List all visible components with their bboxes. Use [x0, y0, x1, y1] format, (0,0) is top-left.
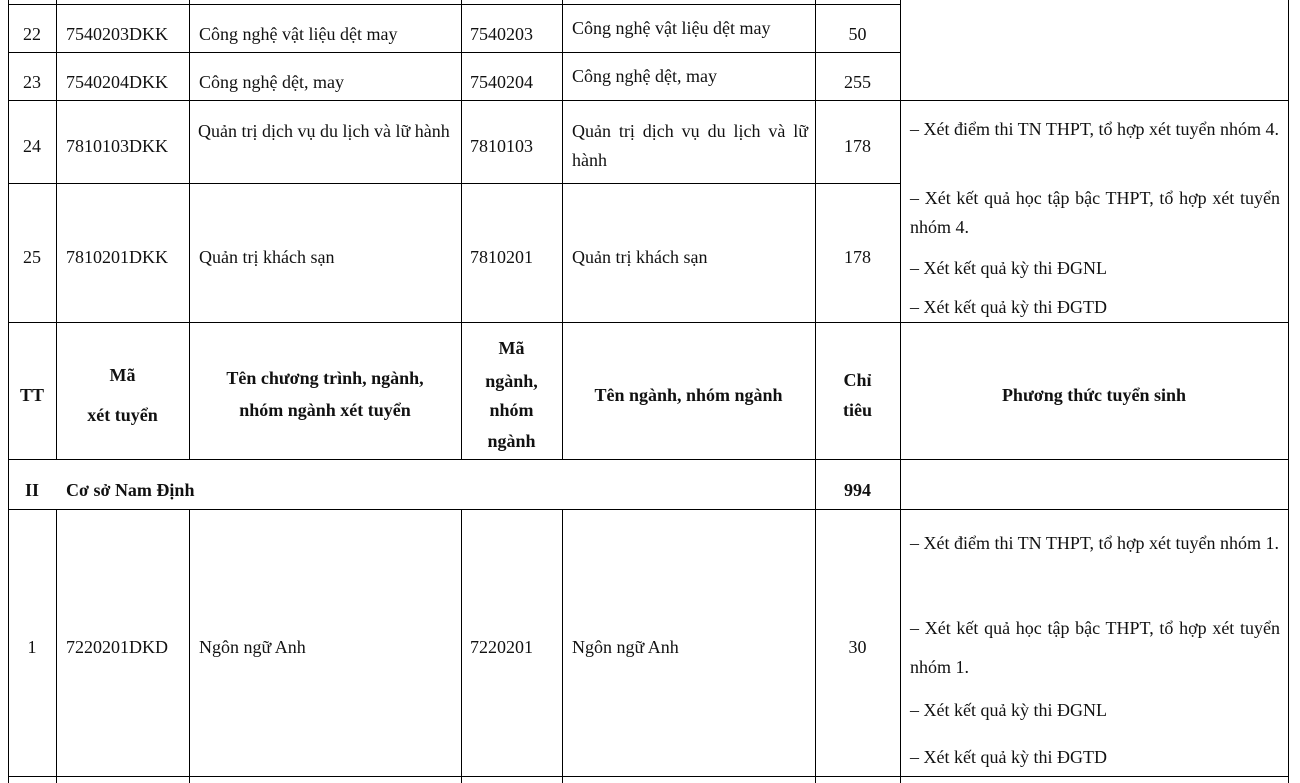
cell-ten-chuong-trinh: Quản trị khách sạn [199, 247, 335, 267]
cell-ma-xet-tuyen: 7540203DKK [66, 24, 168, 44]
cell-ten-chuong-trinh: Ngôn ngữ Anh [199, 637, 306, 657]
cell-ten-chuong-trinh: Công nghệ dệt, may [199, 72, 344, 92]
method-item: – Xét kết quả học tập bậc THPT, tổ hợp xét tuyển nhóm 1. [910, 618, 1280, 677]
header-ma-nganh: nhóm [489, 400, 534, 420]
cell-ma-nganh: 7540203 [470, 24, 533, 44]
cell-ten-chuong-trinh: Quản trị dịch vụ du lịch và lữ hành [198, 121, 450, 141]
cell-chi-tieu: 178 [844, 247, 871, 267]
cell-ten-chuong-trinh: Công nghệ vật liệu dệt may [199, 24, 398, 44]
cell-ma-xet-tuyen: 7810103DKK [66, 136, 168, 156]
rule [8, 52, 900, 53]
cell-tt: 24 [23, 136, 41, 156]
rule [461, 509, 462, 783]
section-tt: II [24, 480, 39, 500]
rule [8, 322, 1289, 323]
cell-ma-nganh: 7220201 [470, 637, 533, 657]
rule [1288, 0, 1289, 783]
rule [562, 509, 563, 783]
header-ma-xet-tuyen: Mã [109, 365, 136, 385]
cell-ma-xet-tuyen: 7810201DKK [66, 247, 168, 267]
cell-ten-nganh: Quản trị khách sạn [572, 247, 708, 267]
header-ma-xet-tuyen: xét tuyển [87, 405, 158, 425]
header-chi-tieu: tiêu [843, 400, 872, 420]
cell-chi-tieu: 50 [848, 24, 867, 44]
rule [8, 509, 1289, 510]
cell-tt: 22 [23, 24, 41, 44]
cell-chi-tieu: 30 [848, 637, 867, 657]
cell-ma-xet-tuyen: 7220201DKD [66, 637, 168, 657]
cell-tt: 25 [23, 247, 41, 267]
cell-ten-nganh: Quản trị dịch vụ du lịch và lữ hành [572, 121, 808, 170]
method-item: – Xét điểm thi TN THPT, tổ hợp xét tuyển nhóm 4. [910, 119, 1279, 139]
cell-ma-nganh: 7810103 [470, 136, 533, 156]
section-chi-tieu: 994 [844, 480, 871, 500]
header-chi-tieu: Chỉ [843, 370, 872, 390]
cell-ten-nganh: Công nghệ dệt, may [572, 66, 717, 86]
cell-ma-nganh: 7810201 [470, 247, 533, 267]
method-item: – Xét điểm thi TN THPT, tổ hợp xét tuyển nhóm 1. [910, 533, 1279, 553]
rule [8, 459, 1289, 460]
rule [8, 776, 1289, 777]
cell-ten-nganh: Công nghệ vật liệu dệt may [572, 18, 771, 38]
header-ten-chuong-trinh: Tên chương trình, ngành, [226, 368, 424, 388]
header-tt: TT [19, 385, 44, 405]
rule [8, 183, 900, 184]
section-name: Cơ sở Nam Định [66, 480, 195, 500]
method-item: – Xét kết quả học tập bậc THPT, tổ hợp xét tuyển nhóm 4. [910, 188, 1280, 237]
cell-ma-xet-tuyen: 7540204DKK [66, 72, 168, 92]
cell-ten-nganh: Ngôn ngữ Anh [572, 637, 679, 657]
header-phuong-thuc: Phương thức tuyển sinh [1001, 385, 1187, 405]
rule [56, 509, 57, 783]
cell-tt: 1 [27, 637, 37, 657]
method-item: – Xét kết quả kỳ thi ĐGTD [910, 747, 1107, 767]
rule [189, 509, 190, 783]
header-ma-nganh: Mã [498, 338, 525, 358]
cell-ma-nganh: 7540204 [470, 72, 533, 92]
header-ma-nganh: ngành, [485, 371, 538, 391]
method-item: – Xét kết quả kỳ thi ĐGNL [910, 700, 1107, 720]
method-item: – Xét kết quả kỳ thi ĐGTD [910, 297, 1107, 317]
header-ten-chuong-trinh: nhóm ngành xét tuyển [239, 400, 411, 420]
rule [8, 100, 1289, 101]
header-ma-nganh: ngành [487, 431, 536, 451]
header-ten-nganh: Tên ngành, nhóm ngành [594, 385, 783, 405]
rule [8, 4, 900, 5]
method-item: – Xét kết quả kỳ thi ĐGNL [910, 258, 1107, 278]
rule [56, 0, 57, 459]
cell-chi-tieu: 178 [844, 136, 871, 156]
cell-tt: 23 [23, 72, 41, 92]
cell-chi-tieu: 255 [844, 72, 871, 92]
